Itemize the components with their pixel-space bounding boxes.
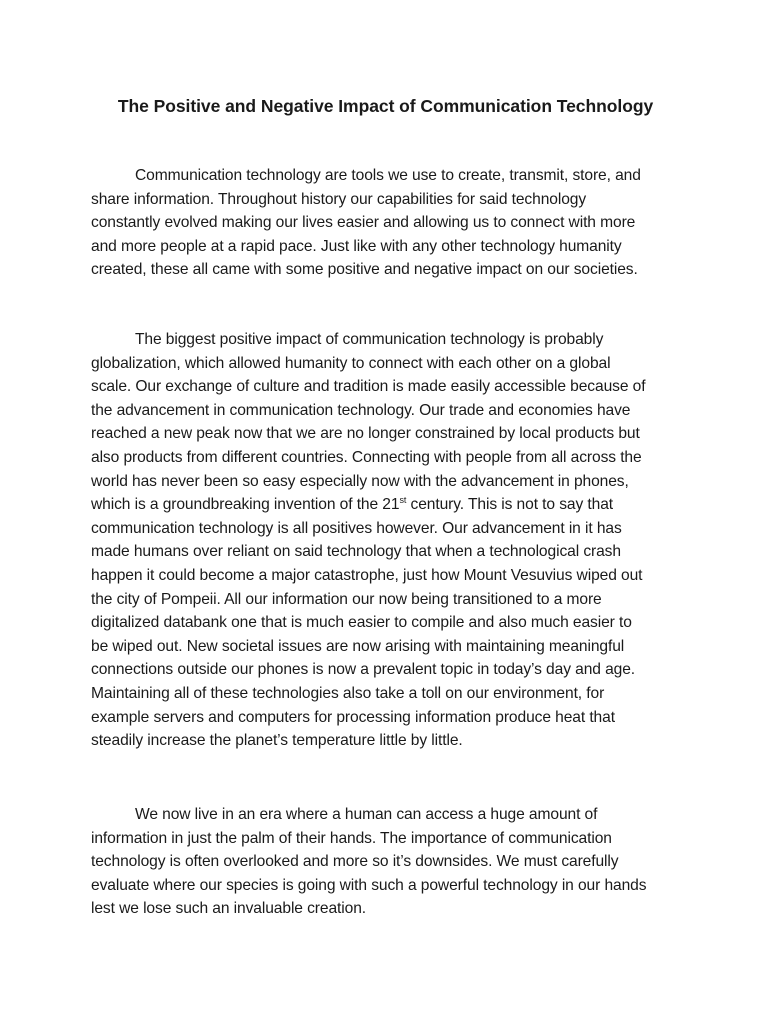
superscript-ordinal: st: [399, 495, 407, 506]
text-line: Communication technology are tools we use to create, transmit, store, and: [135, 167, 641, 184]
text-line: lest we lose such an invaluable creation.: [91, 900, 367, 918]
text-line: reached a new peak now that we are no longer constrained by local products but: [91, 425, 640, 443]
paragraph-body: [91, 328, 691, 753]
text-line: the advancement in communication technology. Our trade and economies have: [91, 401, 631, 419]
text-line: evaluate where our species is going with such a powerful technology in our hands: [91, 876, 647, 894]
document-title: The Positive and Negative Impact of Communication Technology: [117, 96, 654, 116]
text-line: communication technology is all positives however. Our advancement in it has: [91, 519, 622, 537]
text-line: constantly evolved making our lives easier and allowing us to connect with more: [91, 214, 636, 232]
text-line: created, these all came with some positive and negative impact on our societies.: [91, 261, 638, 279]
text-line: example servers and computers for processing information produce heat that: [91, 708, 615, 726]
text-line: digitalized databank one that is much easier to compile and also much easier to: [91, 614, 632, 632]
text-line: technology is often overlooked and more so it’s downsides. We must carefully: [91, 853, 619, 871]
text-line: scale. Our exchange of culture and tradition is made easily accessible because of: [91, 378, 646, 396]
text-line: information in just the palm of their hands. The importance of communication: [91, 829, 612, 847]
text-line: also products from different countries. Connecting with people from all across the: [91, 448, 642, 466]
text-line-with-superscript: [91, 493, 691, 517]
paragraph-conclusion: [91, 803, 691, 921]
text-line: made humans over reliant on said technology that when a technological crash: [91, 543, 621, 561]
paragraph-intro: [91, 164, 691, 282]
text-line: and more people at a rapid pace. Just like with any other technology humanity: [91, 237, 622, 255]
text-line: Maintaining all of these technologies also take a toll on our environment, for: [91, 684, 605, 702]
text-line: steadily increase the planet’s temperature little by little.: [91, 732, 463, 750]
text-line: world has never been so easy especially now with the advancement in phones,: [91, 472, 629, 490]
text-line: happen it could become a major catastrophe, just how Mount Vesuvius wiped out: [91, 566, 643, 584]
text-segment: which is a groundbreaking invention of the 21: [91, 496, 400, 514]
text-line: globalization, which allowed humanity to connect with each other on a global: [91, 354, 611, 372]
text-segment: century. This is not to say that: [406, 496, 614, 514]
text-line: connections outside our phones is now a prevalent topic in today’s day and age.: [91, 661, 636, 679]
text-line: The biggest positive impact of communication technology is probably: [135, 331, 604, 348]
text-line: be wiped out. New societal issues are now arising with maintaining meaningful: [91, 637, 625, 655]
text-line: the city of Pompeii. All our information our now being transitioned to a more: [91, 590, 602, 608]
text-line: We now live in an era where a human can access a huge amount of: [135, 806, 598, 823]
text-line: share information. Throughout history our capabilities for said technology: [91, 190, 587, 208]
